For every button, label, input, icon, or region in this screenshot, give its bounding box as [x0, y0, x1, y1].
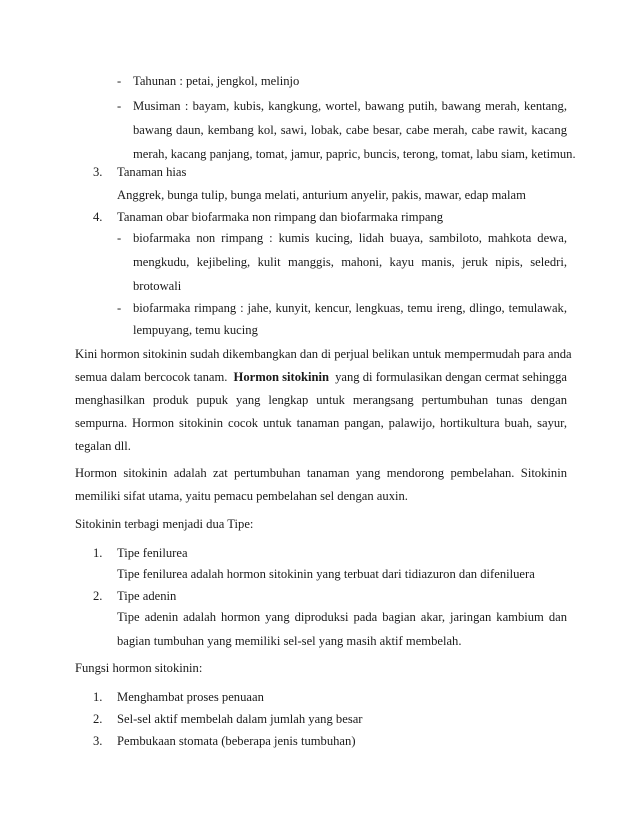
list-dash: - — [117, 231, 122, 245]
paragraph-text: semua dalam bercocok tanam. — [75, 370, 228, 384]
list-item-non-rimpang-line-1: biofarmaka non rimpang : kumis kucing, lidah buaya, sambiloto, mahkota dewa, — [133, 231, 567, 245]
list-number: 1. — [93, 546, 103, 560]
paragraph-line: menghasilkan produk pupuk yang lengkap untuk merangsang pertumbuhan tunas dengan — [75, 393, 567, 407]
list-item-desc: bagian tumbuhan yang memiliki sel-sel yang masih aktif membelah. — [117, 634, 462, 648]
list-item-rimpang-line-1: biofarmaka rimpang : jahe, kunyit, kencur, lengkuas, temu ireng, dlingo, temulawak, — [133, 301, 567, 315]
list-item: Menghambat proses penuaan — [117, 690, 264, 704]
paragraph-line: Kini hormon sitokinin sudah dikembangkan dan di perjual belikan untuk mempermudah para anda — [75, 347, 572, 361]
paragraph-line: memiliki sifat utama, yaitu pemacu pembelahan sel dengan auxin. — [75, 489, 408, 503]
list-item-desc: Tipe fenilurea adalah hormon sitokinin yang terbuat dari tidiazuron dan difeniluera — [117, 567, 535, 581]
list-item-tahunan: Tahunan : petai, jengkol, melinjo — [133, 74, 300, 88]
list-item-musiman-line-1: Musiman : bayam, kubis, kangkung, wortel, bawang putih, bawang merah, kentang, — [133, 99, 567, 113]
list-dash: - — [117, 99, 122, 113]
list-item-rimpang-line-2: lempuyang, temu kucing — [133, 323, 258, 337]
list-item-non-rimpang-line-2: mengkudu, kejibeling, kulit manggis, mahoni, kayu manis, jeruk nipis, seledri, — [133, 255, 567, 269]
list-item-desc: Tipe adenin adalah hormon yang diproduksi pada bagian akar, jaringan kambium dan — [117, 610, 567, 624]
list-number: 3. — [93, 165, 103, 179]
list-dash: - — [117, 301, 122, 315]
list-number: 1. — [93, 690, 103, 704]
section-intro: Sitokinin terbagi menjadi dua Tipe: — [75, 517, 254, 531]
paragraph-line: Hormon sitokinin adalah zat pertumbuhan tanaman yang mendorong pembelahan. Sitokinin — [75, 466, 567, 480]
paragraph-line — [75, 369, 567, 385]
list-item-musiman-line-3: merah, kacang panjang, tomat, jamur, papric, buncis, terong, tomat, labu siam, ketimun. — [133, 147, 576, 161]
paragraph-text: yang di formulasikan dengan cermat sehingga — [335, 370, 567, 384]
list-number: 3. — [93, 734, 103, 748]
paragraph-line: tegalan dll. — [75, 439, 131, 453]
list-item-musiman-line-2: bawang daun, kembang kol, sawi, lobak, cabe besar, cabe merah, cabe rawit, kacang — [133, 123, 567, 137]
list-item-non-rimpang-line-3: brotowali — [133, 279, 182, 293]
section-heading: Fungsi hormon sitokinin: — [75, 661, 203, 675]
list-item-title-obat: Tanaman obar biofarmaka non rimpang dan biofarmaka rimpang — [117, 210, 444, 224]
list-item-title: Tipe fenilurea — [117, 546, 188, 560]
paragraph-line: sempurna. Hormon sitokinin cocok untuk tanaman pangan, palawijo, hortikultura buah, sayur, — [75, 416, 567, 430]
list-number: 4. — [93, 210, 103, 224]
list-item-hias-items: Anggrek, bunga tulip, bunga melati, anturium anyelir, pakis, mawar, edap malam — [117, 188, 526, 202]
bold-term: Hormon sitokinin — [233, 370, 330, 384]
list-number: 2. — [93, 712, 103, 726]
list-item-title: Tipe adenin — [117, 589, 177, 603]
list-dash: - — [117, 74, 122, 88]
list-item: Sel-sel aktif membelah dalam jumlah yang besar — [117, 712, 363, 726]
list-item-title-hias: Tanaman hias — [117, 165, 187, 179]
list-number: 2. — [93, 589, 103, 603]
list-item: Pembukaan stomata (beberapa jenis tumbuhan) — [117, 734, 356, 748]
